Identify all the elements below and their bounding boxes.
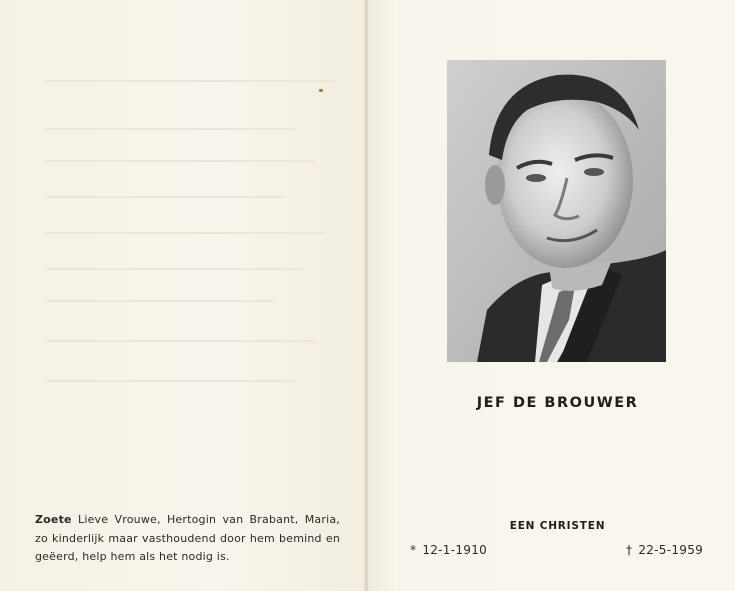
faint-show-through bbox=[45, 380, 295, 382]
faint-show-through bbox=[45, 232, 325, 234]
faint-show-through bbox=[45, 160, 315, 162]
birth-date-line bbox=[410, 543, 487, 557]
death-cross-icon: † bbox=[626, 543, 633, 557]
prayer-lead-word: Zoete bbox=[35, 513, 72, 526]
birth-star-icon: * bbox=[410, 543, 417, 557]
portrait-photo-icon bbox=[447, 60, 666, 362]
prayer-text bbox=[35, 511, 340, 567]
deceased-subtitle: EEN CHRISTEN bbox=[509, 520, 606, 532]
faint-show-through bbox=[45, 196, 285, 198]
faint-show-through bbox=[45, 268, 305, 270]
faint-show-through bbox=[45, 128, 295, 130]
paper-speck bbox=[319, 89, 323, 92]
death-date-line bbox=[626, 543, 703, 557]
portrait-photo bbox=[447, 60, 666, 362]
faint-show-through bbox=[45, 300, 275, 302]
death-date: 22-5-1959 bbox=[638, 543, 704, 557]
faint-show-through bbox=[45, 340, 315, 342]
deceased-name: JEF DE BROUWER bbox=[476, 395, 639, 411]
left-panel bbox=[0, 0, 365, 591]
birth-date: 12-1-1910 bbox=[422, 543, 488, 557]
faint-show-through bbox=[45, 80, 335, 82]
prayer-body: Lieve Vrouwe, Hertogin van Brabant, Maria, zo kinderlijk maar vasthoudend door hem bemind en geëerd, help hem als het nodig is. bbox=[35, 513, 340, 563]
